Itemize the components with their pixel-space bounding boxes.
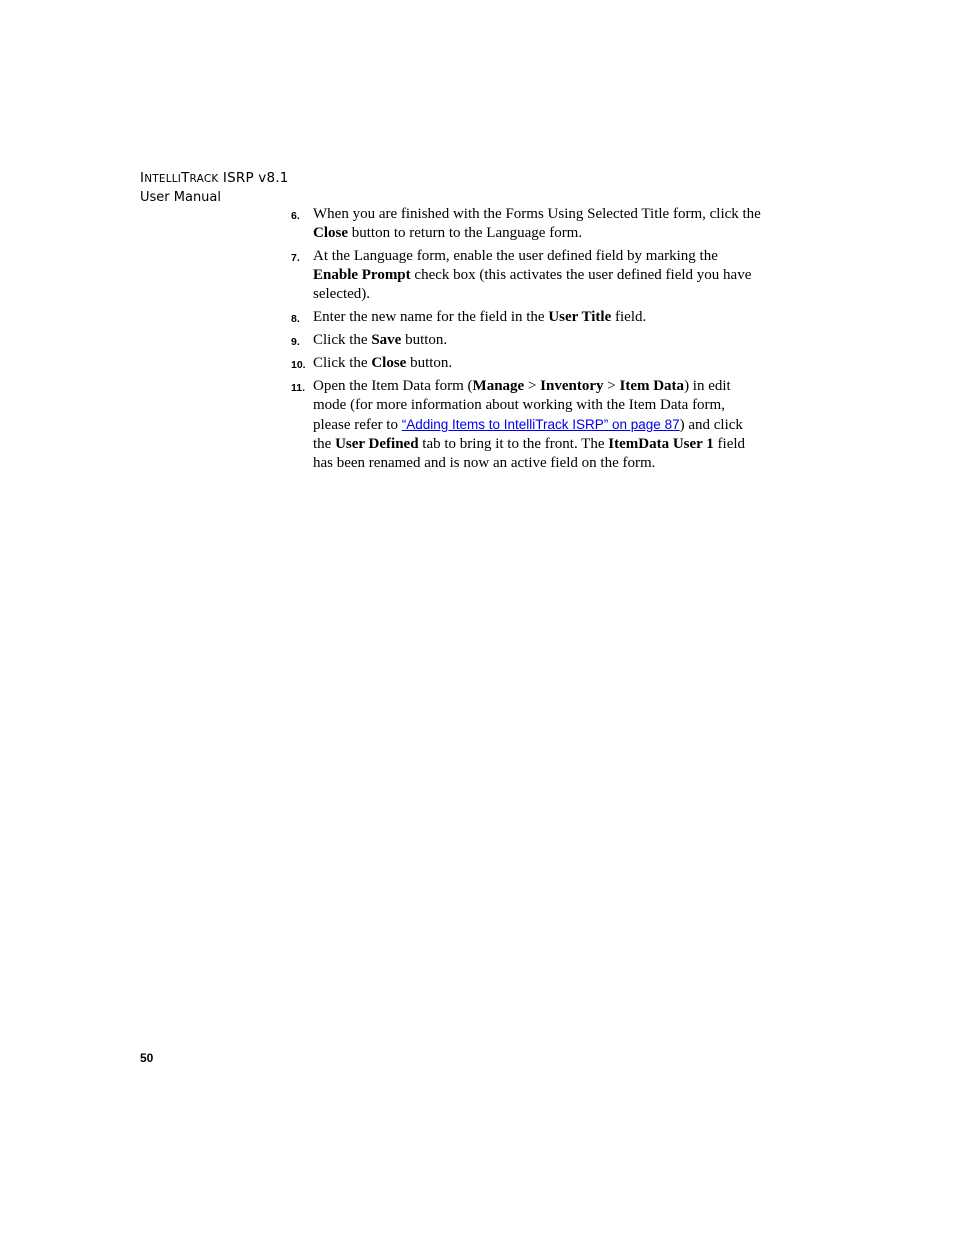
step-11 xyxy=(291,377,761,473)
step-text: ) and click the xyxy=(313,417,743,452)
step-number: 8. xyxy=(291,313,300,325)
step-text: ) in edit mode (for more information about working with the Item Data form, please refer to xyxy=(313,378,731,433)
cross-reference-link[interactable]: “Adding Items to IntelliTrack ISRP” on page 87 xyxy=(401,417,680,432)
step-text: > xyxy=(524,378,541,394)
header-title-version: ISRP v8.1 xyxy=(218,170,289,186)
step-text: Click the xyxy=(313,355,372,371)
step-text: When you are finished with the Forms Using Selected Title form, click the xyxy=(313,206,761,222)
step-number: 7. xyxy=(291,252,300,264)
ui-term-itemdata-user-1: ItemData User 1 xyxy=(608,436,714,452)
running-header xyxy=(140,169,289,206)
step-text: At the Language form, enable the user defined field by marking the xyxy=(313,248,718,264)
header-title-smallcaps: NTELLI xyxy=(144,173,182,185)
step-text: > xyxy=(603,378,620,394)
step-7 xyxy=(291,247,761,304)
ui-term-save: Save xyxy=(371,332,402,348)
ui-term-inventory: Inventory xyxy=(540,378,604,394)
header-product-title xyxy=(140,169,289,189)
step-text: check box (this activates the user defined field you have selected). xyxy=(313,267,752,302)
ui-term-manage: Manage xyxy=(472,378,525,394)
ui-term-enable-prompt: Enable Prompt xyxy=(313,267,411,283)
header-subtitle: User Manual xyxy=(140,190,222,205)
header-title-smallcaps: RACK xyxy=(189,173,219,185)
step-9 xyxy=(291,331,761,350)
step-text: Enter the new name for the field in the xyxy=(313,309,549,325)
step-text: tab to bring it to the front. The xyxy=(418,436,609,452)
ui-term-user-defined: User Defined xyxy=(335,436,419,452)
step-number: 11. xyxy=(291,382,306,394)
step-text: button to return to the Language form. xyxy=(348,225,583,241)
step-8 xyxy=(291,308,761,327)
procedure-steps xyxy=(291,205,761,477)
ui-term-item-data: Item Data xyxy=(619,378,685,394)
page-number: 50 xyxy=(140,1051,154,1065)
ui-term-user-title: User Title xyxy=(548,309,612,325)
step-number: 6. xyxy=(291,210,300,222)
step-number: 9. xyxy=(291,336,300,348)
step-text: button. xyxy=(406,355,453,371)
step-text: Open the Item Data form ( xyxy=(313,378,473,394)
ui-term-close: Close xyxy=(371,355,407,371)
step-text: button. xyxy=(401,332,448,348)
step-text: field. xyxy=(611,309,647,325)
step-number: 10. xyxy=(291,359,306,371)
step-text: Click the xyxy=(313,332,372,348)
header-title-initial: T xyxy=(181,170,190,186)
step-10 xyxy=(291,354,761,373)
step-6 xyxy=(291,205,761,243)
ui-term-close: Close xyxy=(313,225,348,241)
header-title-initial: I xyxy=(140,170,145,186)
step-text: field has been renamed and is now an active field on the form. xyxy=(313,436,746,471)
